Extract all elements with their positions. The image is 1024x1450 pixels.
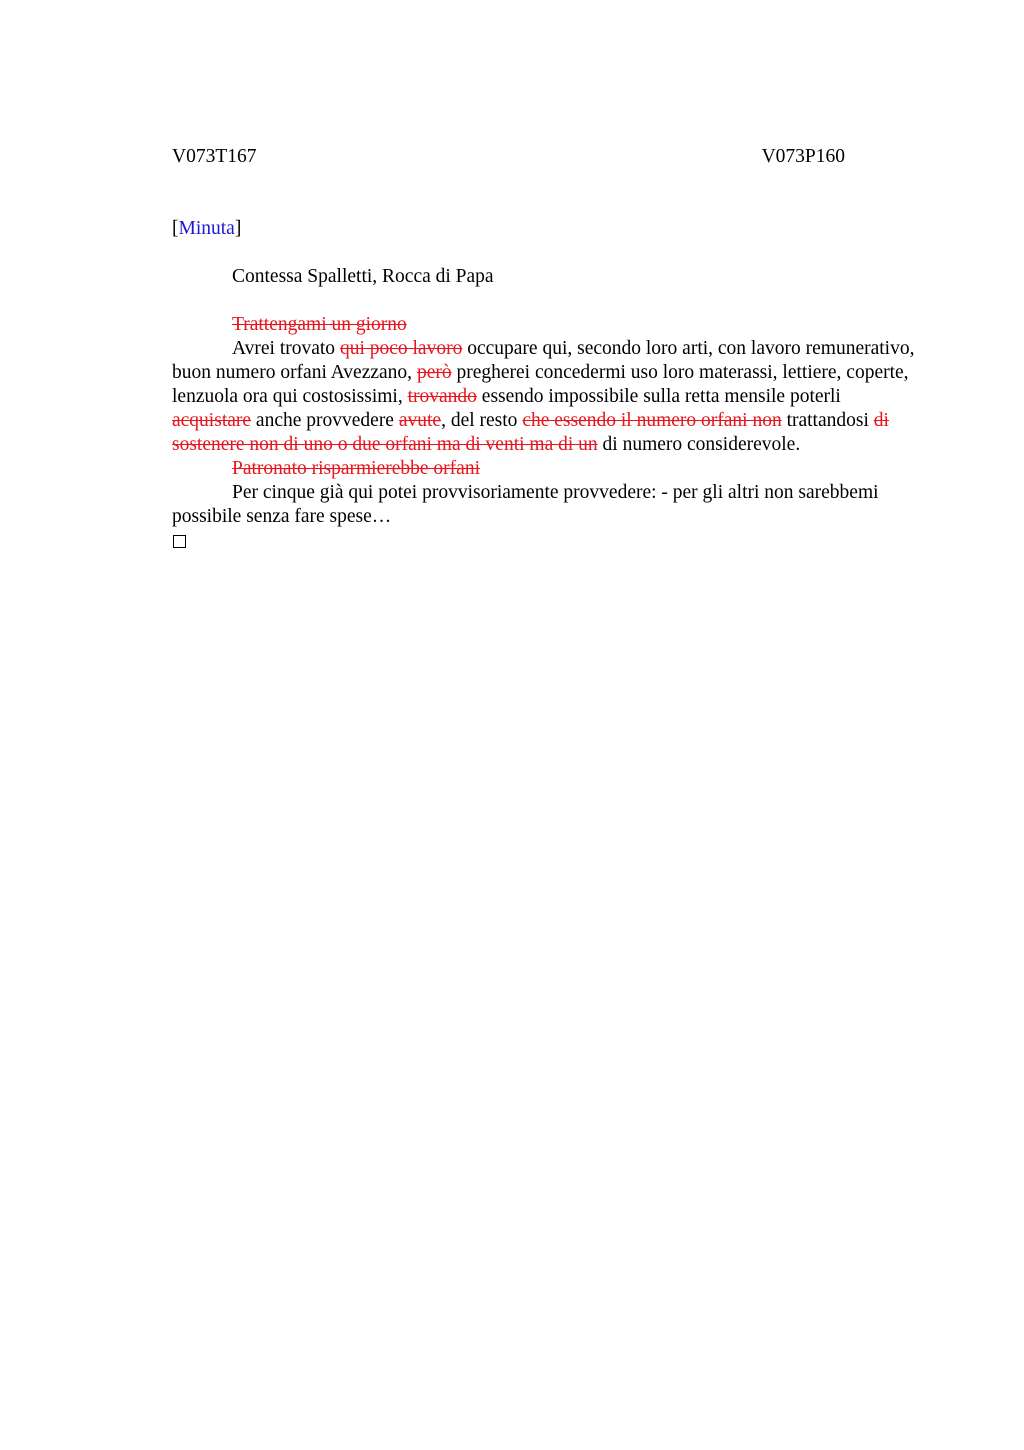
paragraph-text: Avrei trovato bbox=[232, 338, 340, 359]
body-paragraph-2: Per cinque già qui potei provvisoriamente provvedere: - per gli altri non sarebbemi possibile senza fare spese… bbox=[172, 482, 879, 527]
body-paragraph-1 bbox=[172, 337, 918, 457]
document-header bbox=[172, 145, 845, 169]
deleted-text: avute bbox=[398, 410, 442, 431]
deleted-heading-2 bbox=[172, 457, 918, 481]
deleted-heading-1 bbox=[172, 313, 918, 337]
deleted-text: trovando bbox=[407, 386, 477, 407]
paragraph-text: di numero considerevole. bbox=[597, 434, 801, 455]
deleted-text: qui poco lavoro bbox=[339, 338, 463, 359]
document-page bbox=[172, 145, 918, 548]
label-open-bracket: [ bbox=[172, 218, 179, 239]
paragraph-text: trattandosi bbox=[781, 410, 874, 431]
deleted-text: acquistare bbox=[172, 410, 252, 431]
deleted-text: che essendo il numero orfani non bbox=[522, 410, 782, 431]
empty-square-icon bbox=[173, 535, 186, 548]
label-word: Minuta bbox=[178, 218, 235, 239]
document-code-right: V073P160 bbox=[761, 146, 845, 167]
deleted-text: di sostenere non di uno o due orfani ma di venti ma di un bbox=[172, 410, 889, 455]
deleted-text: però bbox=[416, 362, 452, 383]
paragraph-text: anche provvedere bbox=[251, 410, 399, 431]
addressee-line: Contessa Spalletti, Rocca di Papa bbox=[232, 266, 494, 287]
document-code-left: V073T167 bbox=[172, 146, 257, 167]
paragraph-text: occupare qui, secondo loro arti, con lavoro remunerativo, buon numero orfani Avezzano, bbox=[172, 338, 915, 383]
label-close-bracket: ] bbox=[234, 218, 242, 239]
document-type-label bbox=[172, 217, 918, 241]
paragraph-text: , del resto bbox=[441, 410, 523, 431]
deleted-text: Trattengami un giorno bbox=[232, 314, 407, 335]
paragraph-text: essendo impossibile sulla retta mensile poterli bbox=[476, 386, 841, 407]
paragraph-text: pregherei concedermi uso loro materassi, lettiere, coperte, lenzuola ora qui costosissimi, bbox=[172, 362, 909, 407]
deleted-text: Patronato risparmierebbe orfani bbox=[232, 458, 480, 479]
